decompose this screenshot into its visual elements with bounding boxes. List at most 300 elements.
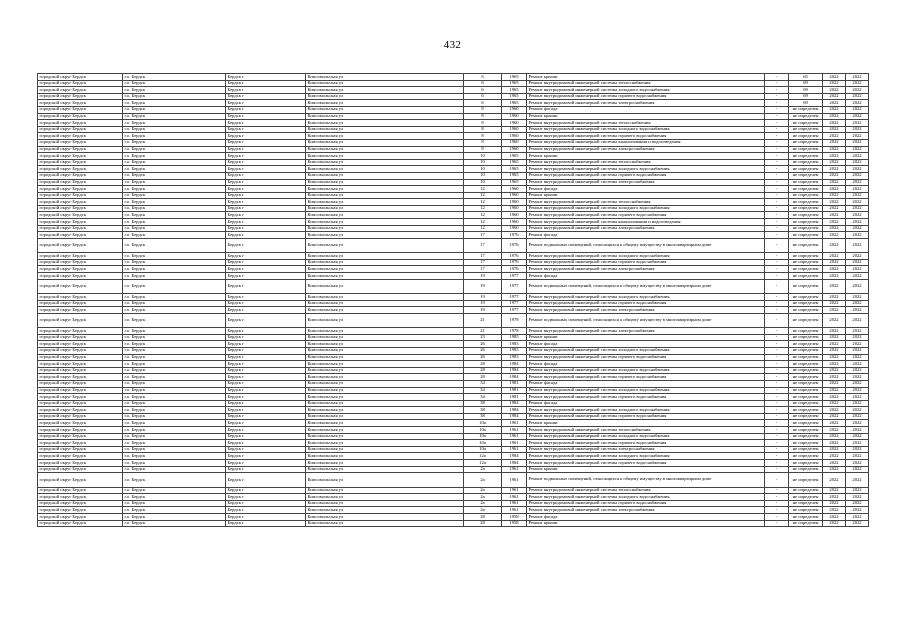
settlement-cell: г.о. Бердск [123,192,226,199]
table-row [38,133,869,140]
settlement-cell: г.о. Бердск [123,225,226,232]
city-cell: Бердск г [226,192,306,199]
house-number-cell: 10а [464,433,502,440]
work-type-cell: Ремонт внутридомовой инженерной системы горячего водоснабжения [527,354,765,361]
settlement-cell: г.о. Бердск [123,232,226,239]
municipality-cell: городской округ Бердск [38,87,123,94]
end-year-cell: 2022 [846,413,869,420]
city-cell: Бердск г [226,179,306,186]
end-year-cell: 2022 [846,407,869,414]
area-cell: не определен [789,361,823,368]
settlement-cell: г.о. Бердск [123,199,226,206]
street-cell: Комсомольская ул [306,328,464,335]
area-cell: не определен [789,487,823,494]
start-year-cell: 2022 [823,420,846,427]
street-cell: Комсомольская ул [306,374,464,381]
end-year-cell: 2022 [846,313,869,327]
municipality-cell: городской округ Бердск [38,279,123,293]
build-year-cell: 1984 [502,413,527,420]
area-cell: не определен [789,225,823,232]
work-type-cell: Ремонт внутридомовой инженерной системы горячего водоснабжения [527,394,765,401]
build-year-cell: 1984 [502,367,527,374]
house-number-cell: 10 [464,172,502,179]
area-cell: не определен [789,500,823,507]
work-type-cell: Ремонт внутридомовой инженерной системы холодного водоснабжения [527,87,765,94]
area-cell: не определен [789,120,823,127]
end-year-cell: 2022 [846,159,869,166]
street-cell: Комсомольская ул [306,232,464,239]
area-cell: не определен [789,380,823,387]
area-cell: не определен [789,192,823,199]
settlement-cell: г.о. Бердск [123,500,226,507]
table-row [38,192,869,199]
start-year-cell: 2022 [823,367,846,374]
city-cell: Бердск г [226,212,306,219]
street-cell: Комсомольская ул [306,440,464,447]
house-number-cell: 10 [464,159,502,166]
street-cell: Комсомольская ул [306,259,464,266]
area-cell: не определен [789,433,823,440]
area-cell: не определен [789,473,823,487]
work-type-cell: Ремонт внутридомовой инженерной системы теплоснабжения [527,159,765,166]
end-year-cell: 2022 [846,328,869,335]
work-type-cell: Ремонт внутридомовой инженерной системы холодного водоснабжения [527,433,765,440]
municipality-cell: городской округ Бердск [38,361,123,368]
work-type-cell: Ремонт внутридомовой инженерной системы горячего водоснабжения [527,259,765,266]
house-number-cell: 2а [464,507,502,514]
street-cell: Комсомольская ул [306,446,464,453]
build-year-cell: 1976 [502,266,527,273]
city-cell: Бердск г [226,487,306,494]
area-cell: не определен [789,307,823,314]
end-year-cell: 2022 [846,120,869,127]
start-year-cell: 2022 [823,354,846,361]
settlement-cell: г.о. Бердск [123,507,226,514]
house-number-cell: 38 [464,413,502,420]
city-cell: Бердск г [226,199,306,206]
street-cell: Комсомольская ул [306,520,464,527]
city-cell: Бердск г [226,266,306,273]
dash-cell: - [765,487,789,494]
start-year-cell: 2022 [823,266,846,273]
end-year-cell: 2022 [846,387,869,394]
dash-cell: - [765,113,789,120]
table-row [38,126,869,133]
house-number-cell: 26 [464,354,502,361]
street-cell: Комсомольская ул [306,487,464,494]
work-type-cell: Ремонт фасада [527,400,765,407]
street-cell: Комсомольская ул [306,106,464,113]
area-cell: не определен [789,328,823,335]
settlement-cell: г.о. Бердск [123,420,226,427]
area-cell: не определен [789,313,823,327]
end-year-cell: 2022 [846,367,869,374]
municipality-cell: городской округ Бердск [38,380,123,387]
end-year-cell: 2022 [846,300,869,307]
area-cell: не определен [789,507,823,514]
build-year-cell: 1958 [502,514,527,521]
house-number-cell: 19 [464,294,502,301]
start-year-cell: 2022 [823,106,846,113]
start-year-cell: 2022 [823,205,846,212]
start-year-cell: 2022 [823,300,846,307]
start-year-cell: 2022 [823,294,846,301]
area-cell: не определен [789,159,823,166]
end-year-cell: 2022 [846,294,869,301]
settlement-cell: г.о. Бердск [123,313,226,327]
area-cell: не определен [789,387,823,394]
municipality-cell: городской округ Бердск [38,225,123,232]
work-type-cell: Ремонт внутридомовой инженерной системы электроснабжения [527,307,765,314]
build-year-cell: 1961 [502,420,527,427]
area-cell: не определен [789,494,823,501]
municipality-cell: городской округ Бердск [38,487,123,494]
street-cell: Комсомольская ул [306,466,464,473]
street-cell: Комсомольская ул [306,74,464,81]
table-row [38,380,869,387]
build-year-cell: 1977 [502,273,527,280]
work-type-cell: Ремонт внутридомовой инженерной системы электроснабжения [527,266,765,273]
city-cell: Бердск г [226,172,306,179]
work-type-cell: Ремонт внутридомовой инженерной системы холодного водоснабжения [527,294,765,301]
work-type-cell: Ремонт внутридомовой инженерной системы горячего водоснабжения [527,440,765,447]
street-cell: Комсомольская ул [306,225,464,232]
end-year-cell: 2022 [846,374,869,381]
city-cell: Бердск г [226,106,306,113]
area-cell: не определен [789,253,823,260]
city-cell: Бердск г [226,514,306,521]
start-year-cell: 2022 [823,172,846,179]
house-number-cell: 2а [464,466,502,473]
city-cell: Бердск г [226,507,306,514]
start-year-cell: 2022 [823,225,846,232]
city-cell: Бердск г [226,74,306,81]
city-cell: Бердск г [226,440,306,447]
table-row [38,514,869,521]
build-year-cell: 1965 [502,153,527,160]
dash-cell: - [765,307,789,314]
build-year-cell: 1960 [502,192,527,199]
house-number-cell: 28 [464,514,502,521]
house-number-cell: 8 [464,133,502,140]
settlement-cell: г.о. Бердск [123,279,226,293]
build-year-cell: 1965 [502,179,527,186]
street-cell: Комсомольская ул [306,146,464,153]
city-cell: Бердск г [226,500,306,507]
table-row [38,74,869,81]
work-type-cell: Ремонт внутридомовой инженерной системы теплоснабжения [527,487,765,494]
build-year-cell: 1960 [502,186,527,193]
work-type-cell: Ремонт фасада [527,186,765,193]
settlement-cell: г.о. Бердск [123,153,226,160]
street-cell: Комсомольская ул [306,172,464,179]
work-type-cell: Ремонт внутридомовой инженерной системы теплоснабжения [527,120,765,127]
city-cell: Бердск г [226,238,306,252]
street-cell: Комсомольская ул [306,93,464,100]
city-cell: Бердск г [226,120,306,127]
street-cell: Комсомольская ул [306,453,464,460]
city-cell: Бердск г [226,433,306,440]
work-type-cell: Ремонт внутридомовой инженерной системы канализования и водоотведения [527,219,765,226]
start-year-cell: 2022 [823,427,846,434]
work-type-cell: Ремонт крыши [527,466,765,473]
end-year-cell: 2022 [846,334,869,341]
area-cell: не определен [789,354,823,361]
house-number-cell: 10а [464,420,502,427]
municipality-cell: городской округ Бердск [38,259,123,266]
street-cell: Комсомольская ул [306,80,464,87]
street-cell: Комсомольская ул [306,179,464,186]
table-row [38,433,869,440]
end-year-cell: 2022 [846,500,869,507]
city-cell: Бердск г [226,446,306,453]
table-row [38,172,869,179]
area-cell: не определен [789,394,823,401]
table-row [38,334,869,341]
table-row [38,186,869,193]
municipality-cell: городской округ Бердск [38,453,123,460]
work-type-cell: Ремонт внутридомовой инженерной системы холодного водоснабжения [527,205,765,212]
end-year-cell: 2022 [846,179,869,186]
table-row [38,205,869,212]
house-number-cell: 34 [464,387,502,394]
work-type-cell: Ремонт внутридомовой инженерной системы электроснабжения [527,446,765,453]
city-cell: Бердск г [226,126,306,133]
end-year-cell: 2022 [846,380,869,387]
build-year-cell: 1984 [502,460,527,467]
street-cell: Комсомольская ул [306,473,464,487]
area-cell: не определен [789,294,823,301]
end-year-cell: 2022 [846,347,869,354]
house-number-cell: 23 [464,334,502,341]
house-number-cell: 6 [464,93,502,100]
build-year-cell: 1965 [502,93,527,100]
house-number-cell: 38 [464,407,502,414]
area-cell: не определен [789,146,823,153]
area-cell: не определен [789,172,823,179]
municipality-cell: городской округ Бердск [38,520,123,527]
street-cell: Комсомольская ул [306,300,464,307]
house-number-cell: 12а [464,453,502,460]
street-cell: Комсомольская ул [306,120,464,127]
build-year-cell: 1961 [502,487,527,494]
end-year-cell: 2022 [846,354,869,361]
city-cell: Бердск г [226,139,306,146]
dash-cell: - [765,192,789,199]
build-year-cell: 1960 [502,106,527,113]
municipality-cell: городской округ Бердск [38,466,123,473]
dash-cell: - [765,514,789,521]
house-number-cell: 38 [464,400,502,407]
start-year-cell: 2022 [823,466,846,473]
build-year-cell: 1961 [502,433,527,440]
municipality-cell: городской округ Бердск [38,374,123,381]
start-year-cell: 2022 [823,179,846,186]
city-cell: Бердск г [226,153,306,160]
table-row [38,179,869,186]
table-row [38,520,869,527]
build-year-cell: 1984 [502,407,527,414]
end-year-cell: 2022 [846,259,869,266]
dash-cell: - [765,225,789,232]
settlement-cell: г.о. Бердск [123,266,226,273]
municipality-cell: городской округ Бердск [38,460,123,467]
street-cell: Комсомольская ул [306,212,464,219]
street-cell: Комсомольская ул [306,400,464,407]
end-year-cell: 2022 [846,473,869,487]
street-cell: Комсомольская ул [306,427,464,434]
work-type-cell: Ремонт внутридомовой инженерной системы электроснабжения [527,100,765,107]
dash-cell: - [765,334,789,341]
municipality-cell: городской округ Бердск [38,172,123,179]
house-number-cell: 12 [464,199,502,206]
house-number-cell: 17 [464,253,502,260]
area-cell: не определен [789,514,823,521]
settlement-cell: г.о. Бердск [123,133,226,140]
end-year-cell: 2022 [846,225,869,232]
street-cell: Комсомольская ул [306,159,464,166]
work-type-cell: Ремонт внутридомовой инженерной системы теплоснабжения [527,199,765,206]
dash-cell: - [765,205,789,212]
dash-cell: - [765,407,789,414]
end-year-cell: 2022 [846,100,869,107]
municipality-cell: городской округ Бердск [38,294,123,301]
municipality-cell: городской округ Бердск [38,253,123,260]
work-type-cell: Ремонт внутридомовой инженерной системы горячего водоснабжения [527,172,765,179]
dash-cell: - [765,93,789,100]
settlement-cell: г.о. Бердск [123,367,226,374]
house-number-cell: 19 [464,300,502,307]
start-year-cell: 2022 [823,232,846,239]
start-year-cell: 2022 [823,120,846,127]
end-year-cell: 2022 [846,126,869,133]
settlement-cell: г.о. Бердск [123,212,226,219]
start-year-cell: 2022 [823,133,846,140]
house-number-cell: 28 [464,374,502,381]
build-year-cell: 1981 [502,380,527,387]
street-cell: Комсомольская ул [306,500,464,507]
dash-cell: - [765,259,789,266]
settlement-cell: г.о. Бердск [123,354,226,361]
end-year-cell: 2022 [846,106,869,113]
end-year-cell: 2022 [846,93,869,100]
table-row [38,507,869,514]
settlement-cell: г.о. Бердск [123,126,226,133]
area-cell: не определен [789,334,823,341]
city-cell: Бердск г [226,205,306,212]
street-cell: Комсомольская ул [306,380,464,387]
dash-cell: - [765,347,789,354]
city-cell: Бердск г [226,146,306,153]
settlement-cell: г.о. Бердск [123,273,226,280]
end-year-cell: 2022 [846,113,869,120]
dash-cell: - [765,328,789,335]
city-cell: Бердск г [226,466,306,473]
house-number-cell: 8 [464,106,502,113]
settlement-cell: г.о. Бердск [123,440,226,447]
end-year-cell: 2022 [846,192,869,199]
settlement-cell: г.о. Бердск [123,427,226,434]
settlement-cell: г.о. Бердск [123,413,226,420]
area-cell: 69 [789,100,823,107]
settlement-cell: г.о. Бердск [123,453,226,460]
settlement-cell: г.о. Бердск [123,460,226,467]
municipality-cell: городской округ Бердск [38,413,123,420]
street-cell: Комсомольская ул [306,166,464,173]
street-cell: Комсомольская ул [306,407,464,414]
table-row [38,328,869,335]
start-year-cell: 2022 [823,307,846,314]
municipality-cell: городской округ Бердск [38,440,123,447]
work-type-cell: Ремонт подвальных помещений, относящихся к общему имуществу в многоквартирном доме [527,473,765,487]
work-type-cell: Ремонт фасада [527,232,765,239]
street-cell: Комсомольская ул [306,199,464,206]
house-number-cell: 10а [464,427,502,434]
city-cell: Бердск г [226,361,306,368]
house-number-cell: 6 [464,100,502,107]
dash-cell: - [765,166,789,173]
table-row [38,440,869,447]
municipality-cell: городской округ Бердск [38,514,123,521]
street-cell: Комсомольская ул [306,113,464,120]
area-cell: не определен [789,453,823,460]
city-cell: Бердск г [226,253,306,260]
dash-cell: - [765,238,789,252]
build-year-cell: 1960 [502,120,527,127]
municipality-cell: городской округ Бердск [38,120,123,127]
area-cell: не определен [789,446,823,453]
settlement-cell: г.о. Бердск [123,394,226,401]
house-number-cell: 8 [464,113,502,120]
municipality-cell: городской округ Бердск [38,186,123,193]
area-cell: не определен [789,259,823,266]
municipality-cell: городской округ Бердск [38,100,123,107]
street-cell: Комсомольская ул [306,367,464,374]
start-year-cell: 2022 [823,328,846,335]
city-cell: Бердск г [226,166,306,173]
build-year-cell: 1960 [502,212,527,219]
area-cell: не определен [789,232,823,239]
start-year-cell: 2022 [823,507,846,514]
table-row [38,354,869,361]
street-cell: Комсомольская ул [306,87,464,94]
build-year-cell: 1965 [502,100,527,107]
street-cell: Комсомольская ул [306,126,464,133]
street-cell: Комсомольская ул [306,192,464,199]
area-cell: не определен [789,347,823,354]
table-row [38,294,869,301]
settlement-cell: г.о. Бердск [123,100,226,107]
municipality-cell: городской округ Бердск [38,153,123,160]
street-cell: Комсомольская ул [306,354,464,361]
build-year-cell: 1965 [502,87,527,94]
area-cell: не определен [789,153,823,160]
settlement-cell: г.о. Бердск [123,520,226,527]
build-year-cell: 1977 [502,279,527,293]
area-cell: не определен [789,400,823,407]
start-year-cell: 2022 [823,253,846,260]
end-year-cell: 2022 [846,307,869,314]
municipality-cell: городской округ Бердск [38,93,123,100]
end-year-cell: 2022 [846,466,869,473]
settlement-cell: г.о. Бердск [123,80,226,87]
work-type-cell: Ремонт внутридомовой инженерной системы теплоснабжения [527,80,765,87]
build-year-cell: 1977 [502,300,527,307]
work-type-cell: Ремонт внутридомовой инженерной системы горячего водоснабжения [527,93,765,100]
settlement-cell: г.о. Бердск [123,407,226,414]
dash-cell: - [765,186,789,193]
dash-cell: - [765,313,789,327]
